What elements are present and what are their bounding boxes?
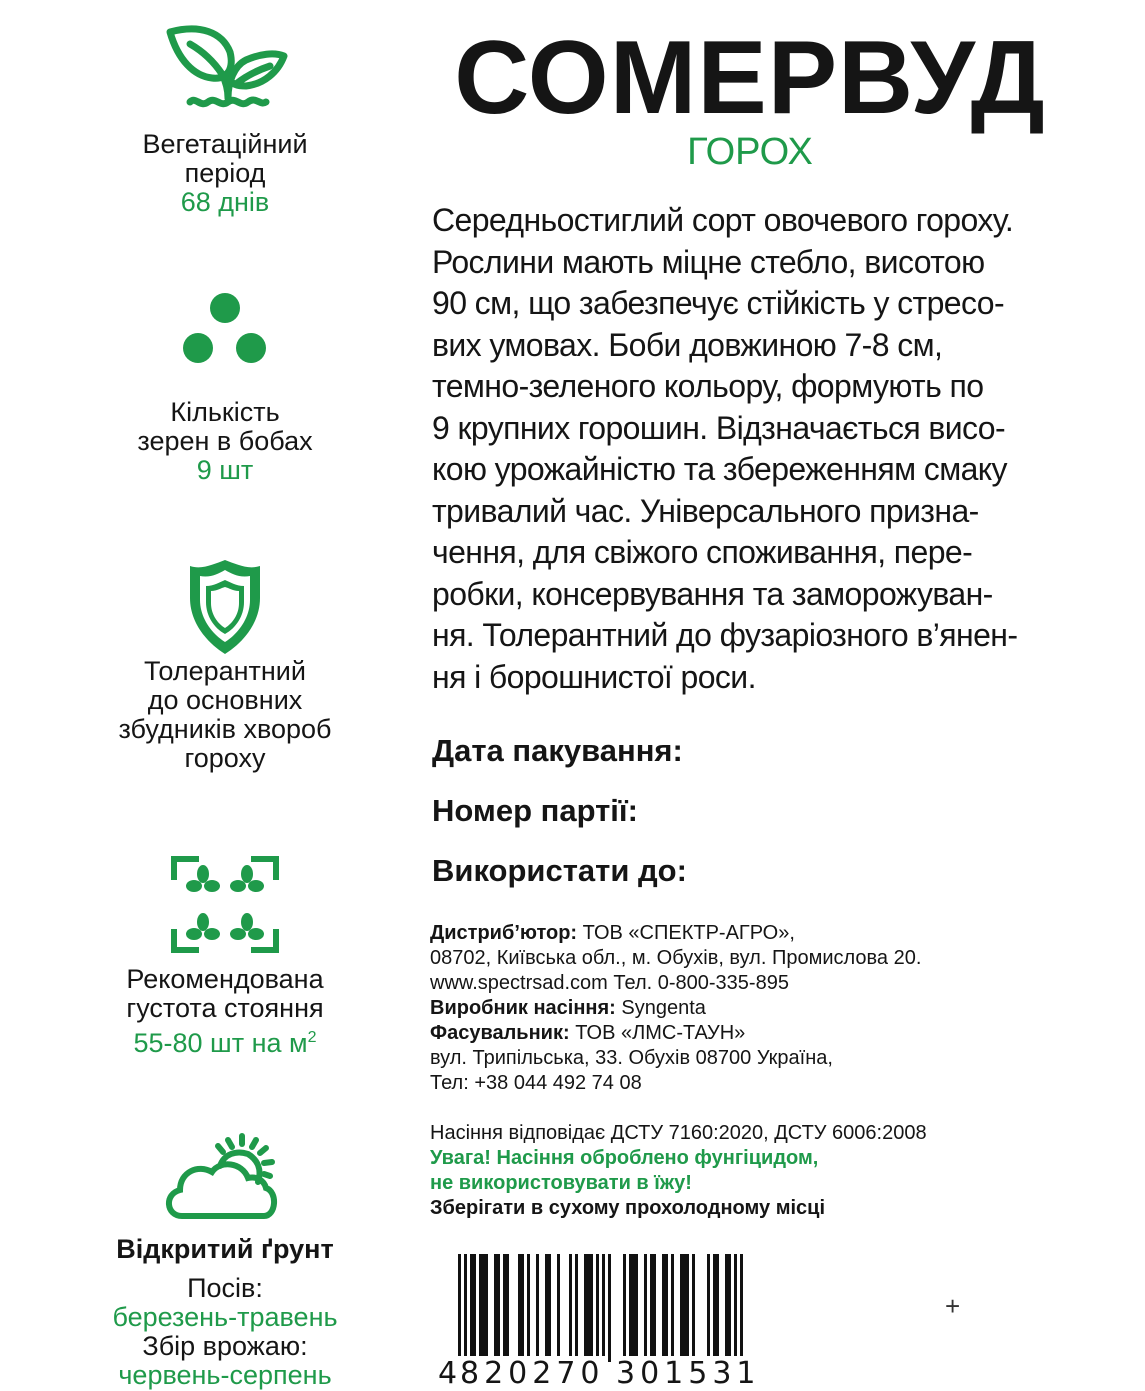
harvest-value: червень-серпень — [118, 1360, 332, 1390]
packer-address: вул. Трипільська, 33. Обухів 08700 Україна, — [430, 1047, 833, 1069]
feature-label: до основних — [147, 685, 303, 715]
description-line: вих умовах. Боби довжиною 7-8 см, — [432, 326, 943, 363]
shield-icon — [180, 560, 270, 656]
barcode-bar — [686, 1254, 689, 1362]
feature-open-ground — [60, 1130, 390, 1390]
feature-vegetation-period — [60, 22, 390, 217]
packer-value: ТОВ «ЛМС-ТАУН» — [569, 1022, 746, 1044]
barcode-bar — [548, 1254, 551, 1362]
barcode-bar — [608, 1254, 611, 1362]
feature-value: 55-80 шт на $м^2$ — [133, 1028, 317, 1058]
feature-label: Рекомендована — [126, 964, 324, 994]
plant-density-icon — [165, 852, 285, 957]
packer-phone: Тел: +38 044 492 74 08 — [430, 1072, 642, 1094]
use-by-label: Використати до: — [432, 853, 687, 888]
barcode-bar — [680, 1254, 683, 1362]
barcode-bar — [545, 1254, 548, 1362]
barcode-bar — [557, 1254, 560, 1362]
barcode-bar — [707, 1254, 710, 1362]
barcode-first-digit: 4 — [438, 1356, 458, 1391]
barcode-bar — [665, 1254, 668, 1362]
feature-seeds-per-pod — [60, 290, 390, 485]
barcode-bar — [503, 1254, 506, 1362]
barcode-bar — [671, 1254, 674, 1362]
barcode-bar — [725, 1254, 728, 1362]
description-line: чення, для свіжого споживання, пере- — [432, 534, 973, 570]
barcode-bar — [662, 1254, 665, 1362]
barcode-bar — [485, 1254, 488, 1362]
description-line: тривалий час. Універсального призна- — [432, 492, 979, 529]
barcode-bar — [623, 1254, 626, 1362]
product-name: СОМЕРВУД — [454, 20, 1046, 136]
registration-mark-icon: + — [945, 1291, 961, 1321]
feature-plant-density — [60, 852, 390, 1058]
barcode-number — [436, 1356, 776, 1391]
feature-label: збудників хвороб — [118, 714, 332, 744]
description-line: Рослини мають міцне стебло, висотою — [432, 243, 985, 280]
description-line: 9 крупних горошин. Відзначається висо- — [432, 409, 1006, 446]
producer-value: Syngenta — [615, 997, 706, 1019]
company-info — [430, 921, 1070, 1096]
warning-text: не використовувати в їжу! — [430, 1172, 692, 1194]
product-description — [432, 200, 1092, 698]
barcode-right-group: 301531 — [616, 1356, 761, 1391]
description-line: ня і борошнистої роси. — [432, 658, 756, 695]
description-line: темно-зеленого кольору, формують по — [432, 368, 984, 404]
description-line: кою урожайністю та збереженням смаку — [432, 451, 1007, 487]
barcode-left-group: 820270 — [460, 1356, 605, 1391]
feature-disease-tolerance — [60, 560, 390, 773]
producer-label: Виробник насіння: — [430, 997, 616, 1019]
barcode-bar — [644, 1254, 647, 1362]
sun-cloud-icon — [160, 1130, 290, 1230]
barcode-bar — [635, 1254, 638, 1362]
feature-label: період — [184, 158, 266, 188]
barcode-bar — [536, 1254, 539, 1362]
distributor-contact: www.spectrsad.com Тел. 0-800-335-895 — [430, 972, 789, 994]
storage-text: Зберігати в сухому прохолодному місці — [430, 1197, 826, 1219]
feature-label: густота стояння — [126, 993, 324, 1023]
barcode-bar — [506, 1254, 509, 1362]
feature-label: гороху — [184, 743, 266, 773]
feature-label: Вегетаційний — [142, 129, 308, 159]
feature-value: 68 днів — [180, 187, 270, 217]
packing-date-label: Дата пакування: — [432, 733, 683, 768]
product-type: ГОРОХ — [687, 131, 813, 173]
distributor-label: Дистриб’ютор: — [430, 922, 578, 944]
barcode-bar — [629, 1254, 632, 1362]
distributor-address: 08702, Київська обл., м. Обухів, вул. Промислова 20. — [430, 947, 922, 969]
barcode-bar — [653, 1254, 656, 1362]
barcode-bar — [584, 1254, 587, 1362]
superscript: 2 — [307, 1029, 317, 1046]
distributor-line — [430, 921, 1070, 946]
producer-line — [430, 996, 1070, 1021]
barcode-bar — [713, 1254, 716, 1362]
description-line: Середньостиглий сорт овочевого гороху. — [432, 202, 1014, 238]
feature-label: Кількість — [170, 397, 280, 427]
barcode-bar — [728, 1254, 731, 1362]
barcode-bar — [473, 1254, 476, 1362]
barcode-bar — [479, 1254, 482, 1362]
warning-text: Увага! Насіння оброблено фунгіцидом, — [430, 1147, 819, 1169]
sowing-value: березень-травень — [112, 1302, 338, 1332]
standards-text: Насіння відповідає ДСТУ 7160:2020, ДСТУ 6006:2008 — [430, 1122, 927, 1144]
barcode-bar — [587, 1254, 590, 1362]
feature-label: Толерантний — [144, 656, 306, 686]
barcode-bar — [650, 1254, 653, 1362]
harvest-label: Збір врожаю: — [142, 1331, 308, 1361]
barcode-bar — [569, 1254, 572, 1362]
distributor-value: ТОВ «СПЕКТР-АГРО», — [577, 922, 795, 944]
barcode-bar — [683, 1254, 686, 1362]
barcode-bar — [527, 1254, 530, 1362]
barcode-bar — [518, 1254, 521, 1362]
feature-value: 9 шт — [196, 455, 254, 485]
description-line: 90 см, що забезпечує стійкість у стресо- — [432, 285, 1005, 321]
feature-label: зерен в бобах — [137, 426, 313, 456]
barcode-bar — [716, 1254, 719, 1362]
barcode-bar — [497, 1254, 500, 1362]
description-line: робки, консервування та заморожуван- — [432, 575, 993, 612]
barcode-bar — [494, 1254, 497, 1362]
sowing-label: Посів: — [187, 1273, 263, 1303]
barcode-bar — [590, 1254, 593, 1362]
barcode-bar — [521, 1254, 524, 1362]
seeds-icon — [175, 290, 275, 370]
sprout-icon — [160, 22, 290, 114]
description-line: ня. Толерантний до фузаріозного в’янен- — [432, 617, 1018, 653]
barcode-bar — [470, 1254, 473, 1362]
feature-title: Відкритий ґрунт — [116, 1234, 334, 1264]
barcode-bar — [692, 1254, 695, 1362]
barcode-bar — [632, 1254, 635, 1362]
notes — [430, 1121, 1070, 1221]
packer-line — [430, 1021, 1070, 1046]
barcode-bar — [575, 1254, 578, 1362]
barcode-bar — [482, 1254, 485, 1362]
packer-label: Фасувальник: — [430, 1022, 570, 1044]
batch-number-label: Номер партії: — [432, 793, 638, 828]
